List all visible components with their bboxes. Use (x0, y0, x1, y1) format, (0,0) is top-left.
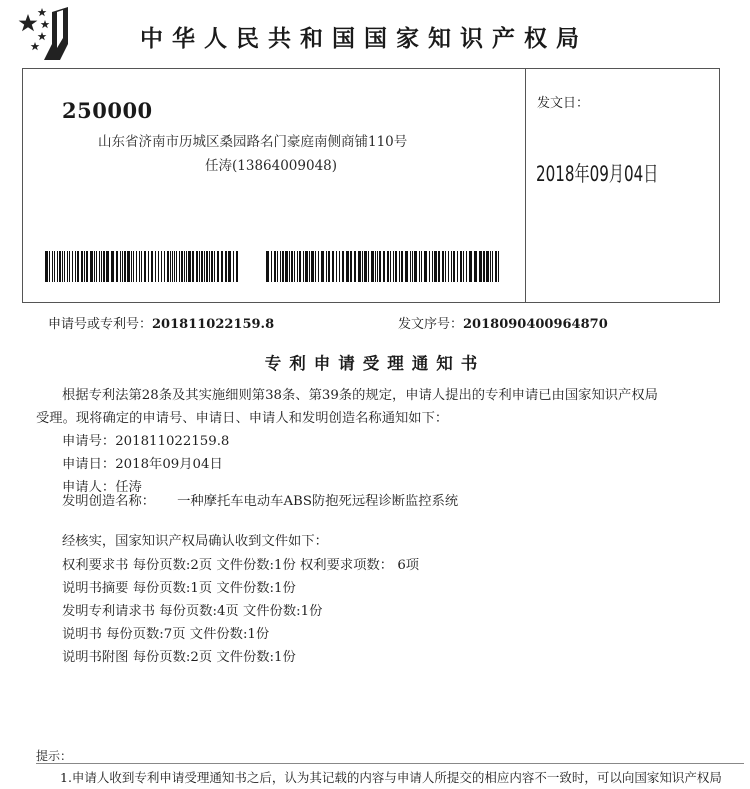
application-number-label: 申请号或专利号： (48, 317, 153, 332)
field-invention-title (62, 490, 458, 509)
serial-number: 2018090400964870 (463, 317, 608, 332)
document-item: 权利要求书 每份页数:2页 文件份数:1份 权利要求项数： 6项 (62, 558, 420, 573)
mailing-address: 山东省济南市历城区桑园路名门豪庭南侧商铺110号 (98, 134, 408, 150)
agency-name: 中华人民共和国国家知识产权局 (140, 26, 588, 52)
document-item: 发明专利请求书 每份页数:4页 文件份数:1份 (62, 604, 323, 619)
serial-number-line (398, 313, 608, 332)
recipient: 任涛(13864009048) (205, 158, 338, 174)
document-title: 专利申请受理通知书 (264, 354, 486, 373)
document-item: 说明书附图 每份页数:2页 文件份数:1份 (62, 650, 296, 665)
field-value: 201811022159.8 (115, 434, 230, 449)
document-item: 说明书摘要 每份页数:1页 文件份数:1份 (62, 581, 296, 596)
field-label: 申请号： (62, 434, 116, 449)
application-number: 201811022159.8 (152, 317, 275, 332)
field-filing-date (62, 453, 223, 472)
mailing-box-divider (525, 68, 526, 302)
verified-heading: 经核实，国家知识产权局确认收到文件如下： (62, 534, 328, 549)
issue-date-label: 发文日： (537, 96, 590, 111)
intro-line-2: 受理。现将确定的申请号、申请日、申请人和发明创造名称通知如下： (36, 411, 449, 426)
field-application-number (62, 430, 229, 449)
note-item-1: 1.申请人收到专利申请受理通知书之后，认为其记载的内容与申请人所提交的相应内容不一致时，可以向国家知识产权局 (60, 770, 722, 785)
field-value: 2018年09月04日 (115, 457, 223, 472)
postcode: 250000 (62, 98, 153, 123)
notes-label: 提示： (36, 749, 73, 763)
field-label: 发明创造名称： (62, 494, 156, 509)
document-item: 说明书 每份页数:7页 文件份数:1份 (62, 627, 270, 642)
notes-divider (36, 763, 744, 764)
issue-date: 2018年09月04日 (536, 162, 659, 186)
barcode-right (266, 251, 499, 282)
field-label: 申请日： (62, 457, 116, 472)
intro-line-1: 根据专利法第28条及其实施细则第38条、第39条的规定，申请人提出的专利申请已由国家知识产权局 (62, 388, 658, 403)
field-label: 申请人： (62, 480, 116, 495)
serial-number-label: 发文序号： (398, 317, 464, 332)
cnipa-emblem-icon (8, 4, 80, 60)
field-value: 一种摩托车电动车ABS防抱死远程诊断监控系统 (177, 494, 459, 509)
barcode-left (45, 251, 238, 282)
field-value: 任涛 (115, 480, 142, 495)
application-number-line (48, 313, 274, 332)
